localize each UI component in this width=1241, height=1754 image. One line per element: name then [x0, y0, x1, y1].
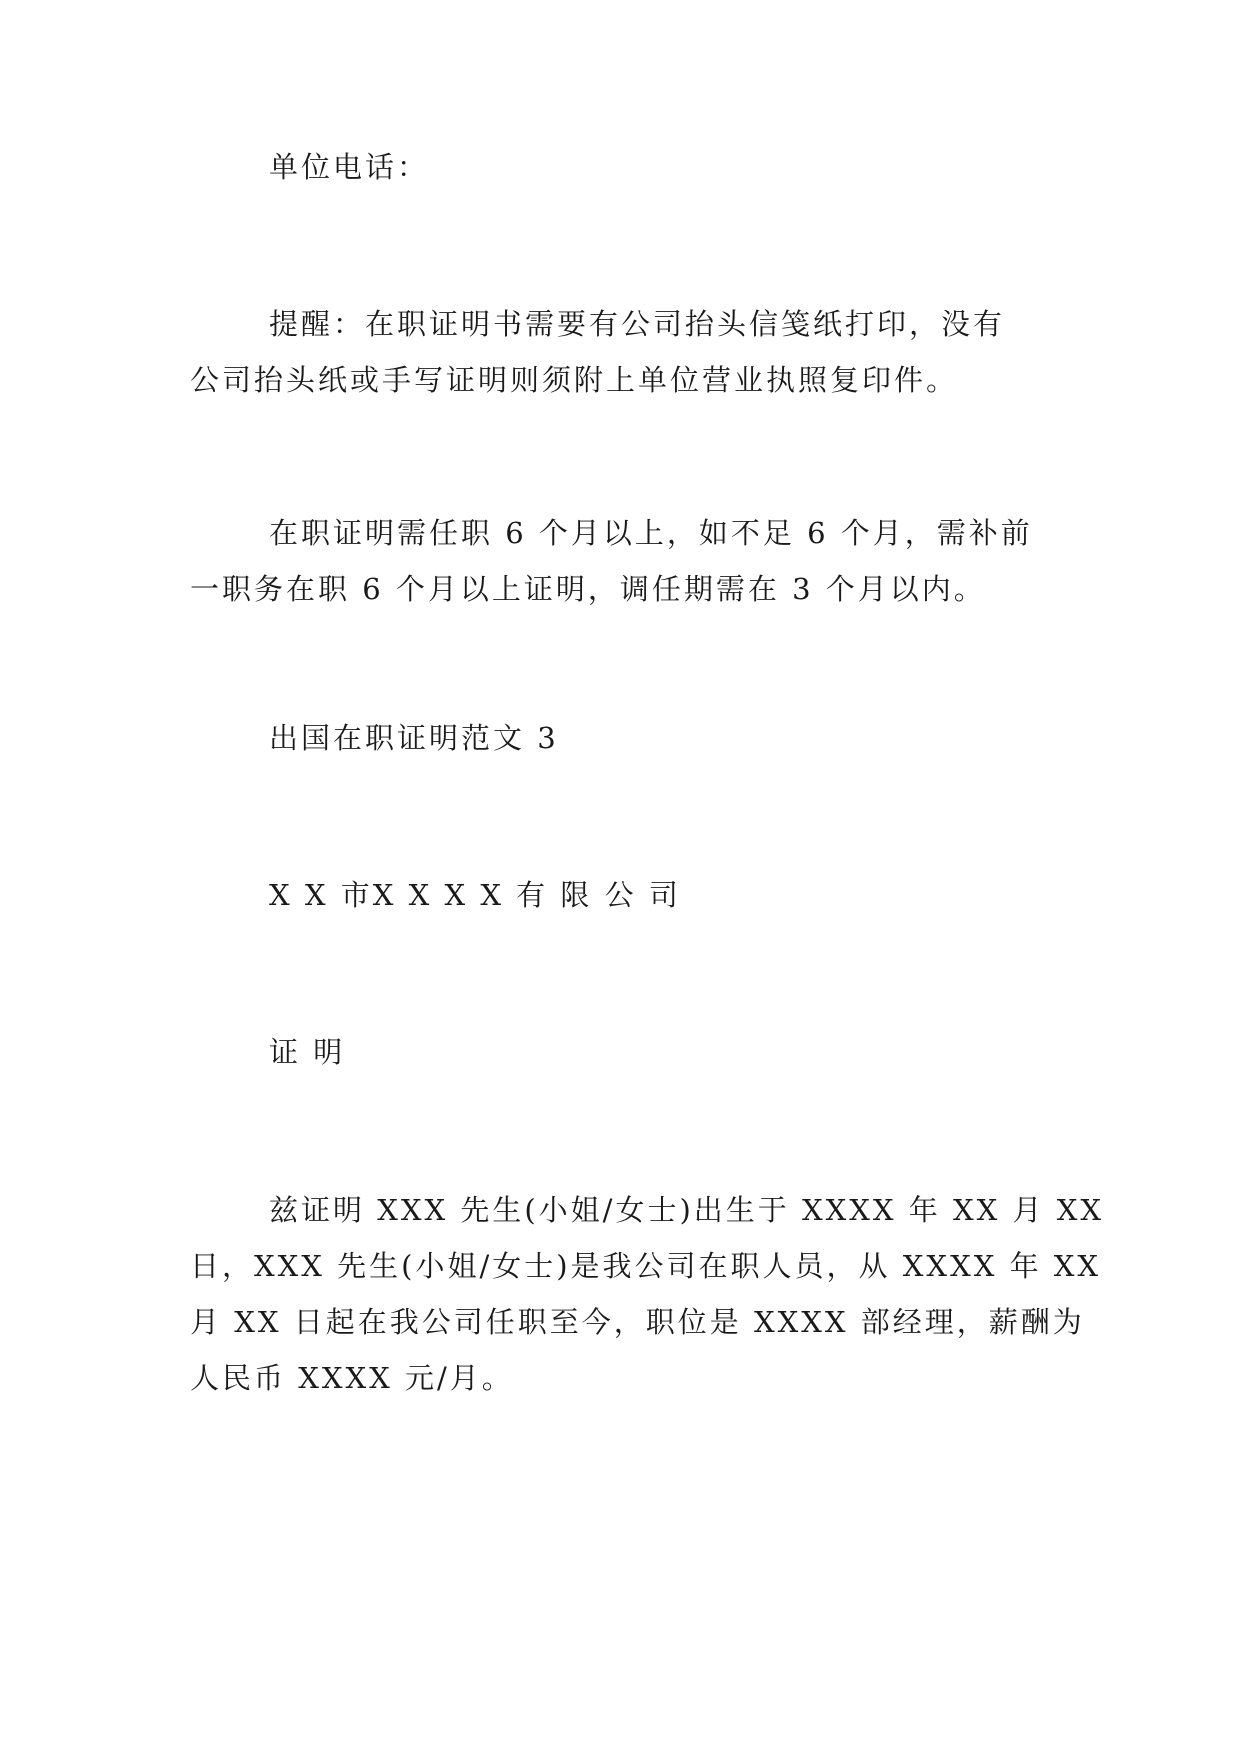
certificate-title-text: 证 明	[269, 1035, 346, 1069]
certificate-body-line-2: 日，XXX 先生(小姐/女士)是我公司在职人员，从 XXXX 年 XX	[190, 1249, 1102, 1283]
certificate-body-line-1: 兹证明 XXX 先生(小姐/女士)出生于 XXXX 年 XX 月 XX	[269, 1193, 1105, 1227]
certificate-body-line-4: 人民币 XXXX 元/月。	[190, 1361, 514, 1395]
company-name	[190, 865, 1050, 926]
reminder-paragraph	[190, 294, 1050, 411]
sample-heading-text: 出国在职证明范文 3	[269, 721, 559, 755]
reminder-line-1: 提醒：在职证明书需要有公司抬头信笺纸打印，没有	[269, 307, 1006, 341]
requirement-line-1: 在职证明需任职 6 个月以上，如不足 6 个月，需补前	[269, 516, 1033, 550]
sample-heading	[190, 708, 1050, 769]
requirement-paragraph	[190, 503, 1050, 620]
certificate-title	[190, 1022, 1050, 1083]
reminder-line-2: 公司抬头纸或手写证明则须附上单位营业执照复印件。	[190, 363, 959, 397]
requirement-line-2: 一职务在职 6 个月以上证明，调任期需在 3 个月以内。	[190, 572, 986, 606]
certificate-body-line-3: 月 XX 日起在我公司任职至今，职位是 XXXX 部经理，薪酬为	[190, 1305, 1085, 1339]
unit-phone-text: 单位电话：	[269, 150, 430, 184]
company-name-text: X X 市X X X X 有 限 公 司	[269, 878, 681, 912]
certificate-body	[190, 1180, 1105, 1409]
unit-phone-label	[190, 137, 1050, 198]
